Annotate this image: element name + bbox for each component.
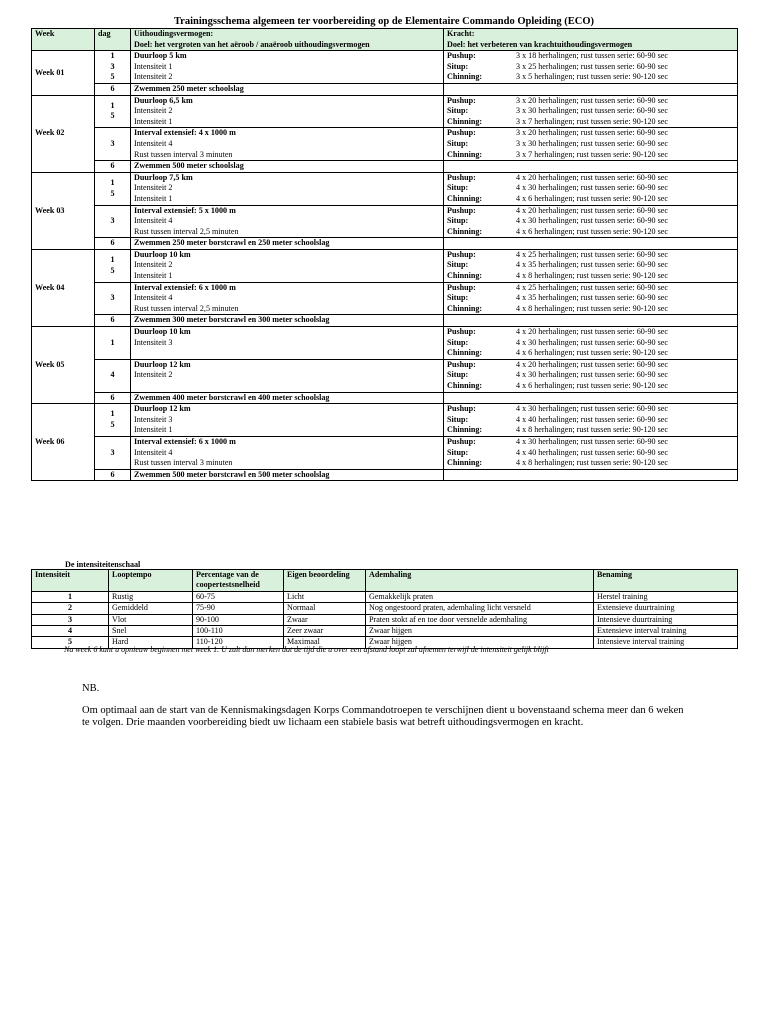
int-header-intensiteit: Intensiteit: [32, 570, 109, 592]
week-label: Week 02: [32, 95, 95, 172]
table-row: [32, 205, 738, 216]
exercise-name: Pushup:: [447, 327, 476, 337]
table-row: [32, 425, 738, 436]
intensity-body: [32, 591, 738, 648]
day-number: 1: [110, 51, 115, 61]
intensity-cell: Intensieve interval training: [594, 637, 738, 648]
strength-cell: [444, 150, 738, 161]
intensity-row: [32, 603, 738, 614]
table-row: [32, 436, 738, 447]
swim-day: 6: [95, 238, 131, 250]
day-number: 3: [110, 216, 115, 226]
exercise-sets: 4 x 20 herhalingen; rust tussen serie: 60-90 sec: [516, 327, 668, 337]
strength-cell: [444, 260, 738, 271]
exercise-sets: 4 x 20 herhalingen; rust tussen serie: 60-90 sec: [516, 172, 668, 182]
endurance-title: Interval extensief: 5 x 1000 m: [131, 205, 444, 216]
table-row: [32, 106, 738, 117]
intensity-cell: Gemiddeld: [109, 603, 193, 614]
exercise-sets: 4 x 20 herhalingen; rust tussen serie: 60-90 sec: [516, 359, 668, 369]
exercise-name: Situp:: [447, 183, 469, 193]
table-row: [32, 304, 738, 315]
table-row: [32, 370, 738, 381]
intensity-cell: Extensieve interval training: [594, 626, 738, 637]
strength-cell: [444, 271, 738, 282]
table-row: [32, 458, 738, 469]
exercise-sets: 4 x 30 herhalingen; rust tussen serie: 60-90 sec: [516, 436, 668, 446]
table-row: [32, 327, 738, 338]
table-row: [32, 282, 738, 293]
week-label: Week 06: [32, 404, 95, 481]
table-row: [32, 271, 738, 282]
intensity-cell: Extensieve duurtraining: [594, 603, 738, 614]
day-number: 1: [110, 255, 115, 265]
header-uithoudingsvermogen: [131, 29, 444, 51]
header-uit-line1: Uithoudingsvermogen:: [134, 29, 214, 38]
strength-cell: [444, 327, 738, 338]
exercise-name: Pushup:: [447, 249, 476, 259]
exercise-sets: 3 x 5 herhalingen; rust tussen serie: 90-120 sec: [516, 72, 668, 82]
exercise-name: Chinning:: [447, 193, 483, 203]
endurance-title: Duurloop 6,5 km: [131, 95, 444, 106]
intensity-caption: De intensiteitenschaal: [65, 560, 141, 569]
strength-cell: [444, 381, 738, 392]
endurance-title: Duurloop 10 km: [131, 327, 444, 338]
intensity-cell: 60-75: [193, 591, 284, 602]
day-numbers: [95, 128, 131, 161]
exercise-name: Chinning:: [447, 348, 483, 358]
endurance-detail: Rust tussen interval 2,5 minuten: [131, 227, 444, 238]
exercise-sets: 3 x 7 herhalingen; rust tussen serie: 90-120 sec: [516, 116, 668, 126]
strength-cell: [444, 404, 738, 415]
intensity-cell: 4: [32, 626, 109, 637]
intensity-cell: Vlot: [109, 614, 193, 625]
header-week: Week: [32, 29, 95, 51]
swim-row: [32, 469, 738, 481]
strength-cell: [444, 304, 738, 315]
day-number: 5: [110, 111, 115, 121]
day-number: 3: [110, 61, 115, 71]
intensity-row: [32, 591, 738, 602]
intensity-cell: Herstel training: [594, 591, 738, 602]
exercise-sets: 3 x 7 herhalingen; rust tussen serie: 90-120 sec: [516, 149, 668, 159]
exercise-name: Situp:: [447, 260, 469, 270]
intensity-cell: Praten stokt af en toe door versnelde ademhaling: [366, 614, 594, 625]
strength-cell: [444, 205, 738, 216]
exercise-name: Pushup:: [447, 51, 476, 61]
endurance-detail: Intensiteit 4: [131, 216, 444, 227]
exercise-sets: 4 x 40 herhalingen; rust tussen serie: 60-90 sec: [516, 447, 668, 457]
table-row: [32, 139, 738, 150]
exercise-sets: 4 x 6 herhalingen; rust tussen serie: 90-120 sec: [516, 348, 668, 358]
exercise-name: Situp:: [447, 61, 469, 71]
table-row: [32, 128, 738, 139]
exercise-sets: 3 x 30 herhalingen; rust tussen serie: 60-90 sec: [516, 138, 668, 148]
intensity-cell: Rustig: [109, 591, 193, 602]
exercise-sets: 4 x 35 herhalingen; rust tussen serie: 60-90 sec: [516, 260, 668, 270]
exercise-sets: 3 x 25 herhalingen; rust tussen serie: 60-90 sec: [516, 61, 668, 71]
header-kracht-line1: Kracht:: [447, 29, 475, 38]
intensity-cell: 100-110: [193, 626, 284, 637]
day-number: 1: [110, 178, 115, 188]
exercise-sets: 3 x 20 herhalingen; rust tussen serie: 60-90 sec: [516, 95, 668, 105]
table-row: [32, 150, 738, 161]
week-label: Week 04: [32, 249, 95, 326]
intensity-cell: Snel: [109, 626, 193, 637]
strength-cell: [444, 183, 738, 194]
exercise-name: Pushup:: [447, 404, 476, 414]
swim-text: Zwemmen 300 meter borstcrawl en 300 meter schoolslag: [131, 315, 444, 327]
swim-row: [32, 392, 738, 404]
exercise-sets: 4 x 8 herhalingen; rust tussen serie: 90-120 sec: [516, 458, 668, 468]
strength-cell: [444, 338, 738, 349]
exercise-name: Situp:: [447, 106, 469, 116]
endurance-title: Interval extensief: 4 x 1000 m: [131, 128, 444, 139]
strength-cell: [444, 348, 738, 359]
exercise-name: Situp:: [447, 138, 469, 148]
exercise-sets: 4 x 6 herhalingen; rust tussen serie: 90-120 sec: [516, 226, 668, 236]
exercise-sets: 3 x 18 herhalingen; rust tussen serie: 60-90 sec: [516, 51, 668, 61]
table-row: [32, 62, 738, 73]
endurance-detail: Intensiteit 1: [131, 194, 444, 205]
table-row: [32, 172, 738, 183]
exercise-sets: 4 x 30 herhalingen; rust tussen serie: 60-90 sec: [516, 370, 668, 380]
swim-strength-empty: [444, 469, 738, 481]
exercise-name: Situp:: [447, 216, 469, 226]
page-title: Trainingsschema algemeen ter voorbereiding op de Elementaire Commando Opleiding (ECO): [173, 16, 595, 27]
intensity-cell: 1: [32, 591, 109, 602]
note-text: Na week 6 kunt u opnieuw beginnen met week 1. U zult dan merken dat de tijd die u over een afstand loopt zal afnemen terwijl de intensiteit gelijk blijft: [64, 645, 549, 654]
exercise-sets: 4 x 8 herhalingen; rust tussen serie: 90-120 sec: [516, 303, 668, 313]
endurance-detail: [131, 348, 444, 359]
intensity-cell: 90-100: [193, 614, 284, 625]
exercise-sets: 4 x 30 herhalingen; rust tussen serie: 60-90 sec: [516, 337, 668, 347]
swim-strength-empty: [444, 83, 738, 95]
endurance-detail: Intensiteit 2: [131, 183, 444, 194]
day-numbers: [95, 327, 131, 360]
exercise-name: Pushup:: [447, 282, 476, 292]
intensity-cell: Gemakkelijk praten: [366, 591, 594, 602]
exercise-name: Situp:: [447, 370, 469, 380]
table-row: [32, 293, 738, 304]
int-header-benaming: Benaming: [594, 570, 738, 592]
strength-cell: [444, 216, 738, 227]
table-row: [32, 227, 738, 238]
swim-row: [32, 238, 738, 250]
endurance-detail: Intensiteit 3: [131, 338, 444, 349]
intensity-cell: 5: [32, 637, 109, 648]
strength-cell: [444, 425, 738, 436]
day-numbers: [95, 205, 131, 238]
endurance-detail: Intensiteit 4: [131, 139, 444, 150]
intensity-table: [31, 569, 738, 649]
day-number: 1: [110, 409, 115, 419]
intensity-cell: Zwaar: [284, 614, 366, 625]
endurance-detail: Rust tussen interval 2,5 minuten: [131, 304, 444, 315]
day-numbers: [95, 282, 131, 315]
endurance-title: Duurloop 5 km: [131, 51, 444, 62]
intensity-cell: Intensieve duurtraining: [594, 614, 738, 625]
day-number: 3: [110, 447, 115, 457]
intensity-cell: 110-120: [193, 637, 284, 648]
exercise-name: Pushup:: [447, 436, 476, 446]
endurance-detail: Intensiteit 2: [131, 72, 444, 83]
strength-cell: [444, 95, 738, 106]
intensity-row: [32, 614, 738, 625]
strength-cell: [444, 249, 738, 260]
endurance-detail: Intensiteit 1: [131, 117, 444, 128]
day-number: 5: [110, 72, 115, 82]
strength-cell: [444, 139, 738, 150]
day-numbers: [95, 404, 131, 437]
exercise-name: Situp:: [447, 337, 469, 347]
intensity-cell: Zwaar hijgen: [366, 626, 594, 637]
exercise-name: Pushup:: [447, 128, 476, 138]
swim-text: Zwemmen 500 meter borstcrawl en 500 meter schoolslag: [131, 469, 444, 481]
intensity-row: [32, 626, 738, 637]
exercise-name: Pushup:: [447, 172, 476, 182]
exercise-name: Chinning:: [447, 303, 483, 313]
header-dag: dag: [95, 29, 131, 51]
header-uit-line2: Doel: het vergroten van het aëroob / anaëroob uithoudingsvermogen: [134, 39, 370, 49]
strength-cell: [444, 436, 738, 447]
day-number: 5: [110, 265, 115, 275]
table-row: [32, 348, 738, 359]
swim-day: 6: [95, 83, 131, 95]
int-header-percentage: Percentage van de coopertestsnelheid: [193, 570, 284, 592]
endurance-title: Duurloop 10 km: [131, 249, 444, 260]
swim-text: Zwemmen 400 meter borstcrawl en 400 meter schoolslag: [131, 392, 444, 404]
table-row: [32, 183, 738, 194]
endurance-detail: Rust tussen interval 3 minuten: [131, 458, 444, 469]
strength-cell: [444, 415, 738, 426]
day-numbers: [95, 172, 131, 205]
intensity-cell: 75-90: [193, 603, 284, 614]
exercise-sets: 4 x 8 herhalingen; rust tussen serie: 90-120 sec: [516, 271, 668, 281]
strength-cell: [444, 62, 738, 73]
exercise-name: Situp:: [447, 447, 469, 457]
day-numbers: [95, 95, 131, 128]
endurance-title: Duurloop 12 km: [131, 359, 444, 370]
table-row: [32, 95, 738, 106]
strength-cell: [444, 448, 738, 459]
day-numbers: [95, 436, 131, 469]
exercise-name: Chinning:: [447, 458, 483, 468]
day-number: 1: [110, 100, 115, 110]
intensity-header-row: [32, 570, 738, 592]
strength-cell: [444, 458, 738, 469]
strength-cell: [444, 359, 738, 370]
table-row: [32, 117, 738, 128]
intensity-cell: Nog ongestoord praten, ademhaling licht versneld: [366, 603, 594, 614]
strength-cell: [444, 72, 738, 83]
strength-cell: [444, 227, 738, 238]
week-label: Week 05: [32, 327, 95, 404]
strength-cell: [444, 194, 738, 205]
swim-row: [32, 315, 738, 327]
exercise-sets: 4 x 6 herhalingen; rust tussen serie: 90-120 sec: [516, 381, 668, 390]
day-numbers: [95, 249, 131, 282]
exercise-sets: 3 x 20 herhalingen; rust tussen serie: 60-90 sec: [516, 128, 668, 138]
exercise-name: Chinning:: [447, 226, 483, 236]
table-row: [32, 381, 738, 392]
endurance-detail: [131, 381, 444, 392]
table-row: [32, 249, 738, 260]
int-header-looptempo: Looptempo: [109, 570, 193, 592]
closing-paragraph: Om optimaal aan de start van de Kennismakingsdagen Korps Commandotroepen te verschijnen dient u bovenstaand schema meer dan 6 weken te volgen. Drie maanden voorbereiding biedt uw lichaam een stabiele basis wat betreft uithoudingsvermogen en kracht.: [82, 705, 684, 729]
day-number: 5: [110, 420, 115, 430]
exercise-sets: 4 x 25 herhalingen; rust tussen serie: 60-90 sec: [516, 282, 668, 292]
endurance-detail: Rust tussen interval 3 minuten: [131, 150, 444, 161]
table-row: [32, 72, 738, 83]
exercise-name: Chinning:: [447, 425, 483, 435]
exercise-name: Situp:: [447, 293, 469, 303]
strength-cell: [444, 117, 738, 128]
header-kracht-line2: Doel: het verbeteren van krachtuithoudingsvermogen: [447, 39, 633, 49]
intensity-cell: 3: [32, 614, 109, 625]
swim-text: Zwemmen 250 meter borstcrawl en 250 meter schoolslag: [131, 238, 444, 250]
swim-day: 6: [95, 469, 131, 481]
endurance-detail: Intensiteit 1: [131, 271, 444, 282]
exercise-name: Chinning:: [447, 381, 483, 390]
day-number: 1: [110, 337, 115, 347]
exercise-sets: 4 x 25 herhalingen; rust tussen serie: 60-90 sec: [516, 249, 668, 259]
table-row: [32, 216, 738, 227]
day-number: 4: [110, 370, 115, 380]
endurance-detail: Intensiteit 2: [131, 370, 444, 381]
table-row: [32, 51, 738, 62]
exercise-sets: 4 x 20 herhalingen; rust tussen serie: 60-90 sec: [516, 205, 668, 215]
swim-row: [32, 83, 738, 95]
exercise-name: Chinning:: [447, 116, 483, 126]
strength-cell: [444, 51, 738, 62]
exercise-sets: 4 x 30 herhalingen; rust tussen serie: 60-90 sec: [516, 216, 668, 226]
endurance-title: Duurloop 12 km: [131, 404, 444, 415]
table-row: [32, 260, 738, 271]
exercise-name: Chinning:: [447, 72, 483, 82]
exercise-name: Pushup:: [447, 205, 476, 215]
week-label: Week 03: [32, 172, 95, 249]
training-schedule-table: [31, 28, 738, 481]
strength-cell: [444, 293, 738, 304]
nb-label: NB.: [82, 683, 100, 694]
exercise-name: Chinning:: [447, 271, 483, 281]
endurance-detail: Intensiteit 4: [131, 293, 444, 304]
table-row: [32, 338, 738, 349]
exercise-name: Situp:: [447, 414, 469, 424]
endurance-detail: Intensiteit 2: [131, 106, 444, 117]
table-row: [32, 415, 738, 426]
day-numbers: [95, 359, 131, 392]
day-numbers: [95, 51, 131, 84]
intensity-cell: 2: [32, 603, 109, 614]
int-header-eigen-beoordeling: Eigen beoordeling: [284, 570, 366, 592]
exercise-sets: 4 x 30 herhalingen; rust tussen serie: 60-90 sec: [516, 183, 668, 193]
strength-cell: [444, 106, 738, 117]
exercise-name: Pushup:: [447, 95, 476, 105]
exercise-sets: 4 x 8 herhalingen; rust tussen serie: 90-120 sec: [516, 425, 668, 435]
swim-text: Zwemmen 250 meter schoolslag: [131, 83, 444, 95]
strength-cell: [444, 370, 738, 381]
intensity-cell: Licht: [284, 591, 366, 602]
endurance-title: Duurloop 7,5 km: [131, 172, 444, 183]
swim-strength-empty: [444, 238, 738, 250]
strength-cell: [444, 282, 738, 293]
day-number: 3: [110, 138, 115, 148]
swim-day: 6: [95, 161, 131, 173]
exercise-name: Pushup:: [447, 359, 476, 369]
exercise-sets: 4 x 35 herhalingen; rust tussen serie: 60-90 sec: [516, 293, 668, 303]
table-row: [32, 359, 738, 370]
intensity-cell: Maximaal: [284, 637, 366, 648]
table-row: [32, 404, 738, 415]
endurance-detail: Intensiteit 1: [131, 425, 444, 436]
table-row: [32, 194, 738, 205]
intensity-cell: Zwaar hijgen: [366, 637, 594, 648]
intensity-cell: Normaal: [284, 603, 366, 614]
exercise-sets: 4 x 6 herhalingen; rust tussen serie: 90-120 sec: [516, 193, 668, 203]
swim-strength-empty: [444, 161, 738, 173]
header-kracht: [444, 29, 738, 51]
endurance-detail: Intensiteit 3: [131, 415, 444, 426]
swim-day: 6: [95, 392, 131, 404]
strength-cell: [444, 172, 738, 183]
schedule-body: [32, 51, 738, 481]
table-row: [32, 448, 738, 459]
exercise-name: Chinning:: [447, 149, 483, 159]
intensity-cell: Zeer zwaar: [284, 626, 366, 637]
exercise-sets: 4 x 30 herhalingen; rust tussen serie: 60-90 sec: [516, 404, 668, 414]
endurance-title: Interval extensief: 6 x 1000 m: [131, 436, 444, 447]
endurance-title: Interval extensief: 6 x 1000 m: [131, 282, 444, 293]
intensity-cell: Hard: [109, 637, 193, 648]
exercise-sets: 3 x 30 herhalingen; rust tussen serie: 60-90 sec: [516, 106, 668, 116]
day-number: 3: [110, 293, 115, 303]
swim-text: Zwemmen 500 meter schoolslag: [131, 161, 444, 173]
exercise-sets: 4 x 40 herhalingen; rust tussen serie: 60-90 sec: [516, 414, 668, 424]
endurance-detail: Intensiteit 1: [131, 62, 444, 73]
strength-cell: [444, 128, 738, 139]
week-label: Week 01: [32, 51, 95, 95]
endurance-detail: Intensiteit 4: [131, 448, 444, 459]
int-header-ademhaling: Ademhaling: [366, 570, 594, 592]
swim-row: [32, 161, 738, 173]
swim-strength-empty: [444, 315, 738, 327]
swim-day: 6: [95, 315, 131, 327]
swim-strength-empty: [444, 392, 738, 404]
day-number: 5: [110, 188, 115, 198]
endurance-detail: Intensiteit 2: [131, 260, 444, 271]
table-header-row: [32, 29, 738, 51]
